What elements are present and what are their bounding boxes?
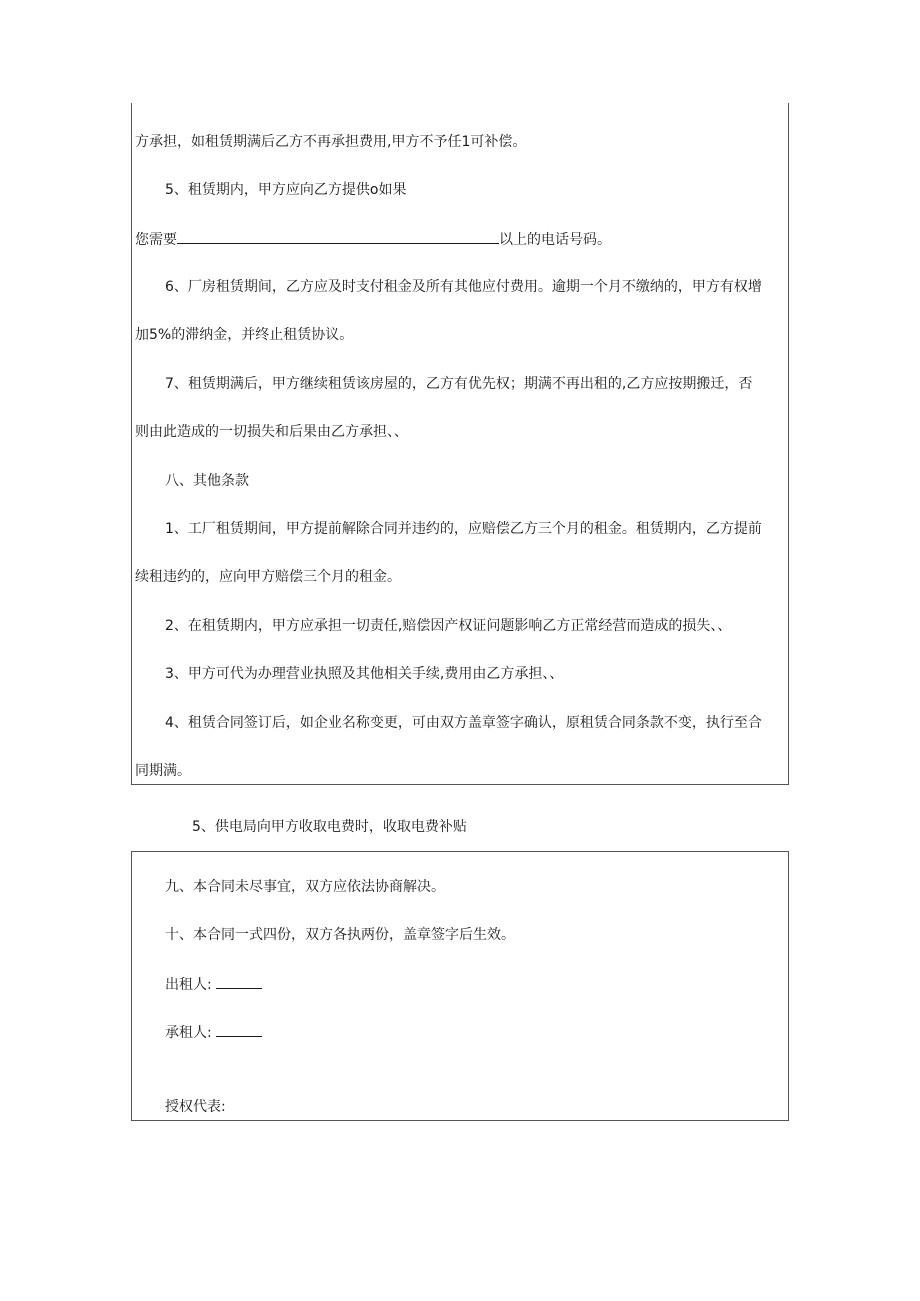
clause-text: 6、厂房租赁期间，乙方应及时支付租金及所有其他应付费用。逾期一个月不缴纳的，甲方有权增	[165, 279, 762, 295]
authorized-rep-label: 授权代表:	[165, 1099, 226, 1115]
signature-box	[131, 851, 789, 1121]
clause-text: 续租违约的，应向甲方赔偿三个月的租金。	[135, 569, 401, 585]
lessee-label: 承租人:	[165, 1025, 212, 1041]
clause-text: 以上的电话号码。	[499, 232, 611, 248]
lessee-blank-field	[216, 1021, 262, 1037]
clause-text: 1、工厂租赁期间，甲方提前解除合同并违约的，应赔偿乙方三个月的租金。租赁期内，乙方提前	[165, 521, 762, 537]
clause-text: 同期满。	[135, 763, 191, 779]
section-heading: 八、其他条款	[165, 473, 249, 489]
clause-text: 十、本合同一式四份，双方各执两份，盖章签字后生效。	[165, 927, 515, 943]
clause-text: 7、租赁期满后，甲方继续租赁该房屋的，乙方有优先权；期满不再出租的,乙方应按期搬迁，否	[165, 376, 753, 392]
phone-clause-line	[135, 228, 611, 248]
lessee-signature-line	[165, 1021, 262, 1041]
clause-text: 九、本合同未尽事宜，双方应依法协商解决。	[165, 879, 445, 895]
contract-clauses-box	[131, 103, 789, 785]
electricity-clause: 5、供电局向甲方收取电费时，收取电费补贴	[192, 819, 467, 835]
lessor-signature-line	[165, 973, 262, 993]
clause-text: 加5%的滞纳金，并终止租赁协议。	[135, 327, 354, 343]
lessor-blank-field	[216, 973, 262, 989]
clause-text: 则由此造成的一切损失和后果由乙方承担、、	[135, 424, 408, 440]
clause-text: 方承担，如租赁期满后乙方不再承担费用,甲方不予任1可补偿。	[135, 134, 527, 150]
phone-blank-field	[177, 228, 499, 244]
clause-text: 5、租赁期内，甲方应向乙方提供o如果	[165, 182, 407, 198]
lessor-label: 出租人:	[165, 977, 212, 993]
clause-text: 2、在租赁期内，甲方应承担一切责任,赔偿因产权证问题影响乙方正常经营而造成的损失、、	[165, 618, 732, 634]
clause-text: 您需要	[135, 232, 177, 248]
clause-text: 3、甲方可代为办理营业执照及其他相关手续,费用由乙方承担、、	[165, 666, 564, 682]
clause-text: 4、租赁合同签订后，如企业名称变更，可由双方盖章签字确认，原租赁合同条款不变，执行至合	[165, 715, 762, 731]
